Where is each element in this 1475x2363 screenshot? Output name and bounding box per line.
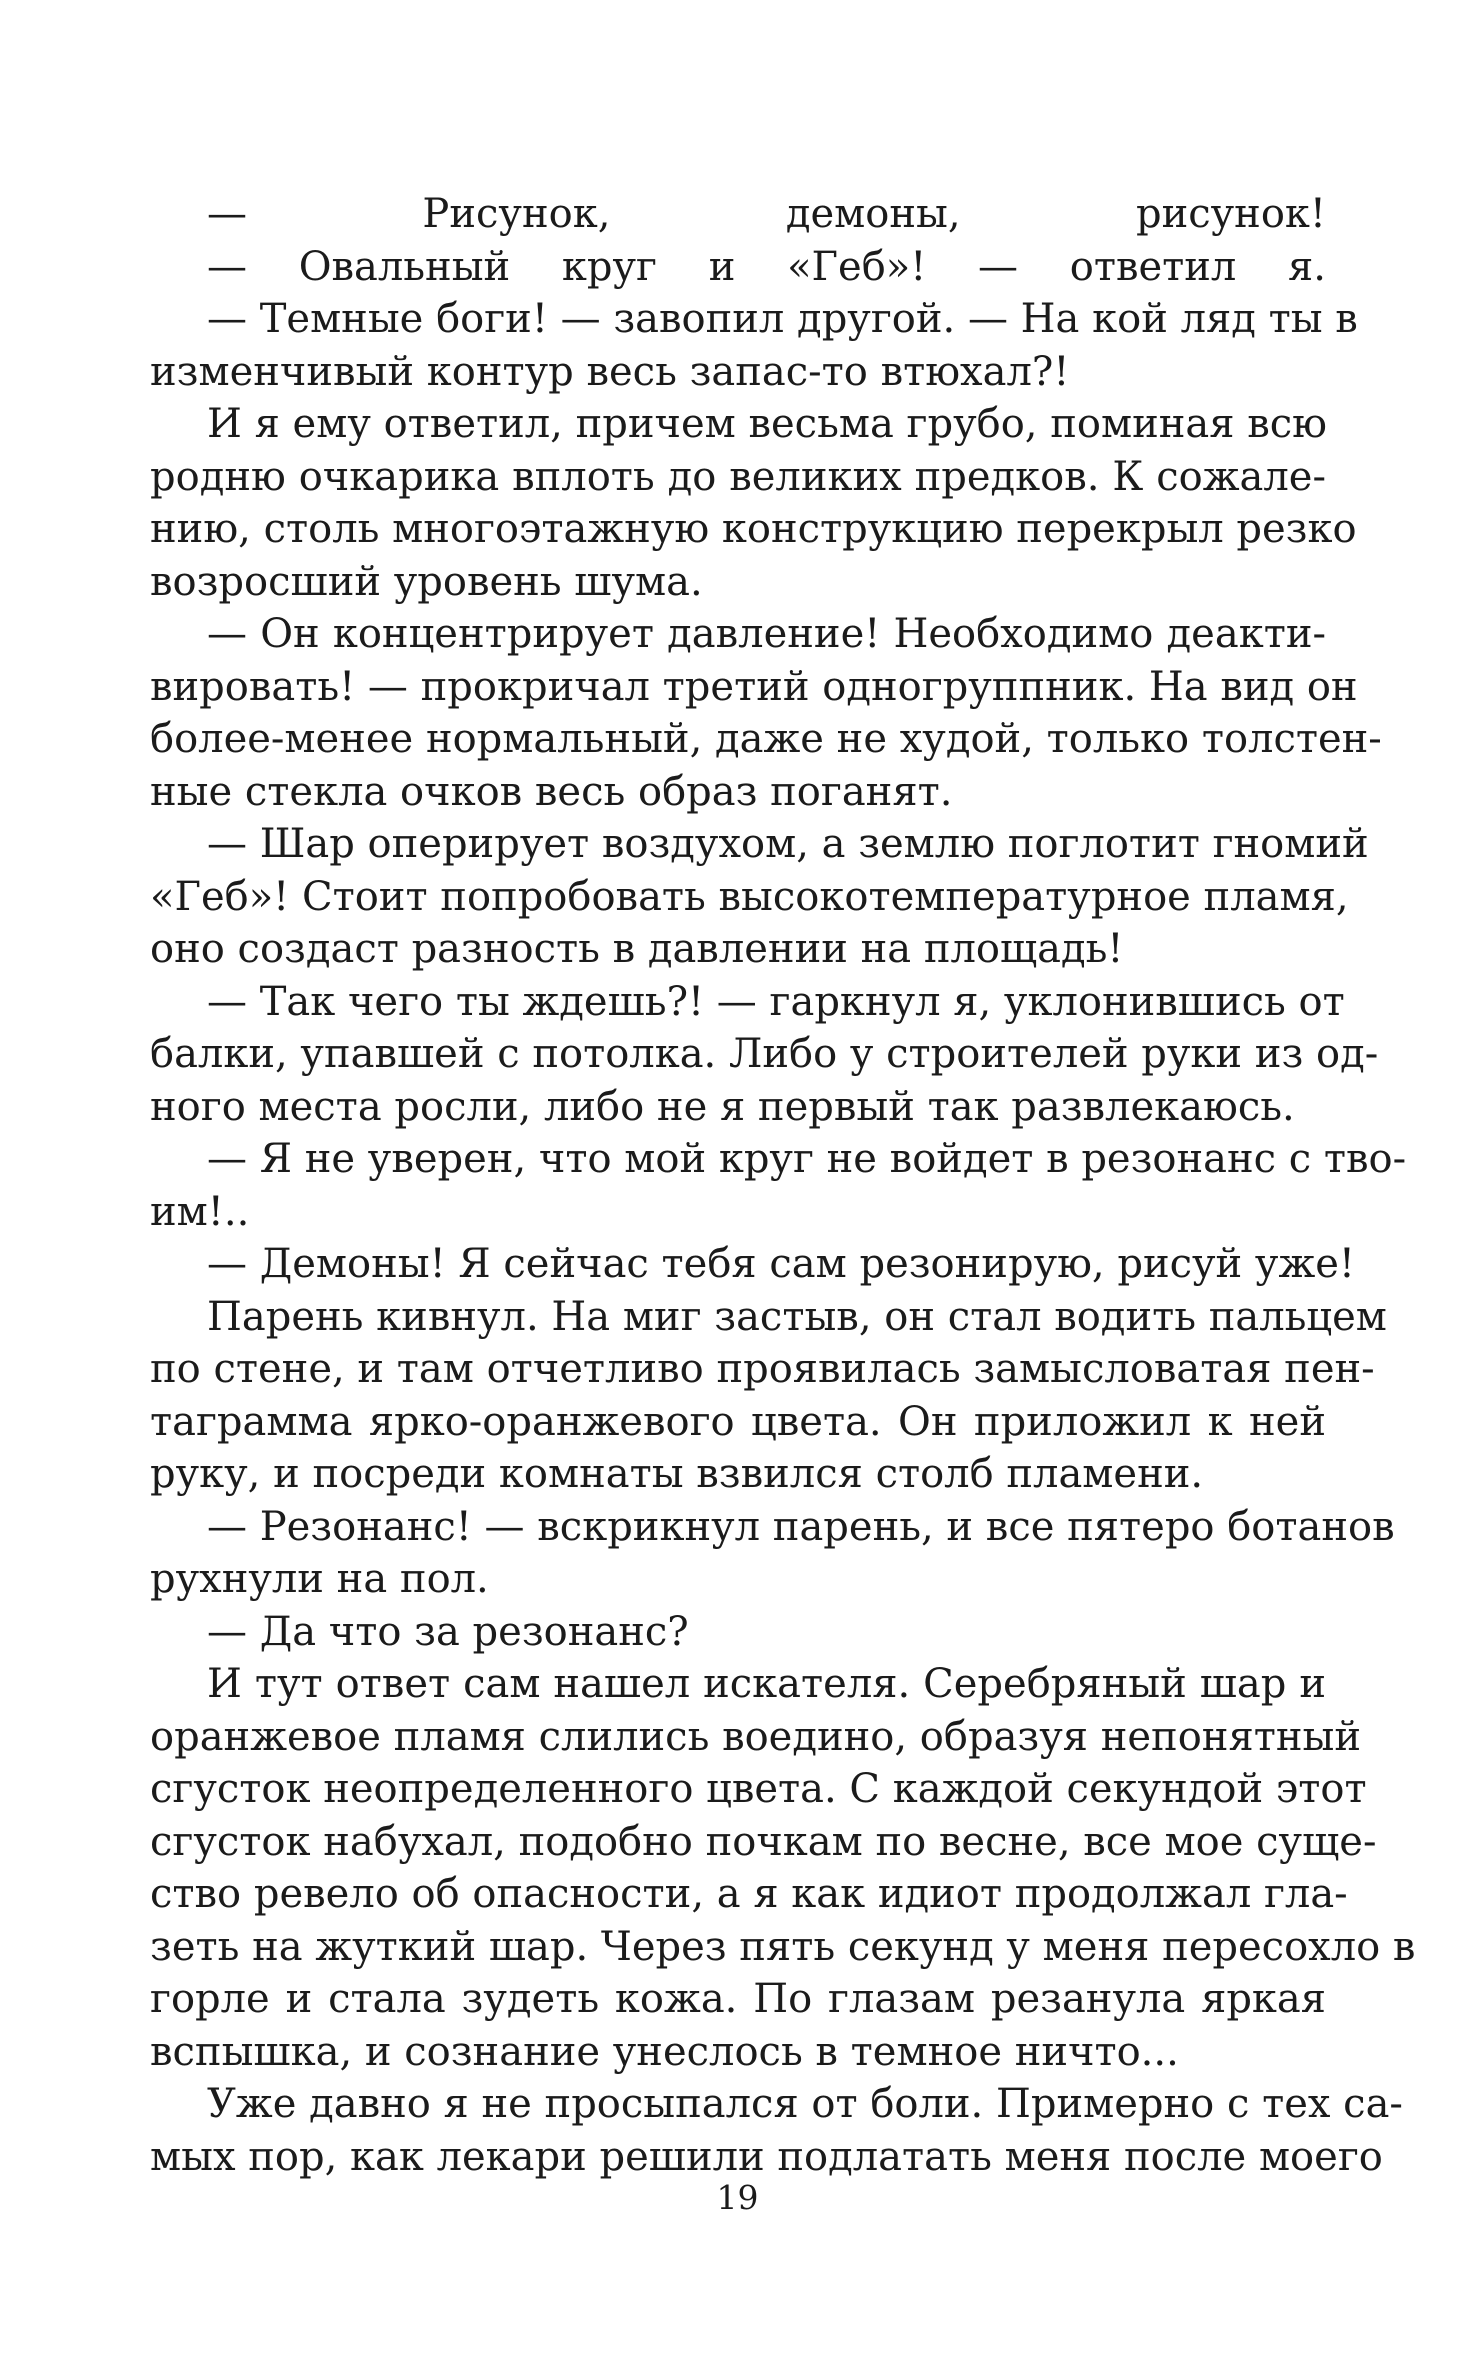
text-line: сгусток набухал, подобно почкам по весне, все мое суще-	[150, 1818, 1377, 1865]
text-line: — Темные боги! — завопил другой. — На кой ляд ты в	[207, 296, 1358, 342]
page-number: 19	[716, 2178, 759, 2217]
text-line: — Шар оперирует воздухом, а землю поглотит гномий	[207, 821, 1369, 867]
text-line: ного места росли, либо не я первый так развлекаюсь.	[150, 1083, 1295, 1130]
text-line: И тут ответ сам нашел искателя. Серебряный шар и	[207, 1661, 1326, 1707]
text-line: — Резонанс! — вскрикнул парень, и все пятеро ботанов	[207, 1503, 1395, 1550]
text-line: оранжевое пламя слились воедино, образуя непонятный	[150, 1713, 1361, 1760]
text-line: по стене, и там отчетливо проявилась замысловатая пен-	[150, 1346, 1375, 1392]
text-line: сгусток неопределенного цвета. С каждой секундой этот	[150, 1766, 1367, 1812]
text-line: вспышка, и сознание унеслось в темное ничто...	[150, 2028, 1179, 2075]
text-line: горле и стала зудеть кожа. По глазам резанула яркая	[150, 1976, 1326, 2022]
text-line: — Демоны! Я сейчас тебя сам резонирую, рисуй уже!	[207, 1241, 1356, 1287]
text-line: — Рисунок, демоны, рисунок!	[207, 191, 1326, 237]
text-line: зеть на жуткий шар. Через пять секунд у меня пересохло в	[150, 1923, 1416, 1970]
text-line: таграмма ярко-оранжевого цвета. Он приложил к ней	[150, 1398, 1326, 1445]
text-line: рухнули на пол.	[150, 1556, 489, 1602]
text-line: изменчивый контур весь запас-то втюхал?!	[150, 348, 1070, 395]
text-line: балки, упавшей с потолка. Либо у строителей руки из од-	[150, 1031, 1379, 1077]
text-line: мых пор, как лекари решили подлатать меня после моего	[150, 2133, 1383, 2180]
text-line: родню очкарика вплоть до великих предков. К сожале-	[150, 453, 1326, 500]
text-line: вировать! — прокричал третий одногруппник. На вид он	[150, 663, 1358, 710]
text-line: ные стекла очков весь образ поганят.	[150, 768, 953, 815]
text-line: — Я не уверен, что мой круг не войдет в резонанс с тво-	[207, 1136, 1407, 1182]
body-text	[150, 188, 1416, 2183]
text-line: более-менее нормальный, даже не худой, только толстен-	[150, 716, 1382, 762]
text-line: И я ему ответил, причем весьма грубо, поминая всю	[207, 401, 1327, 447]
text-line: нию, столь многоэтажную конструкцию перекрыл резко	[150, 506, 1357, 552]
text-line: — Овальный круг и «Геб»! — ответил я.	[207, 243, 1326, 290]
text-line: — Он концентрирует давление! Необходимо деакти-	[207, 611, 1326, 657]
text-line: — Да что за резонанс?	[207, 1608, 689, 1655]
text-line: ство ревело об опасности, а я как идиот продолжал гла-	[150, 1871, 1348, 1917]
text-line: им!..	[150, 1188, 250, 1235]
text-line: руку, и посреди комнаты взвился столб пламени.	[150, 1451, 1204, 1497]
text-line: возросший уровень шума.	[150, 558, 703, 605]
text-line: оно создаст разность в давлении на площадь!	[150, 926, 1124, 972]
text-line: «Геб»! Стоит попробовать высокотемпературное пламя,	[150, 873, 1349, 920]
text-line: — Так чего ты ждешь?! — гаркнул я, уклонившись от	[207, 978, 1345, 1025]
text-line: Уже давно я не просыпался от боли. Примерно с тех са-	[207, 2081, 1403, 2127]
text-line: Парень кивнул. На миг застыв, он стал водить пальцем	[207, 1293, 1387, 1340]
